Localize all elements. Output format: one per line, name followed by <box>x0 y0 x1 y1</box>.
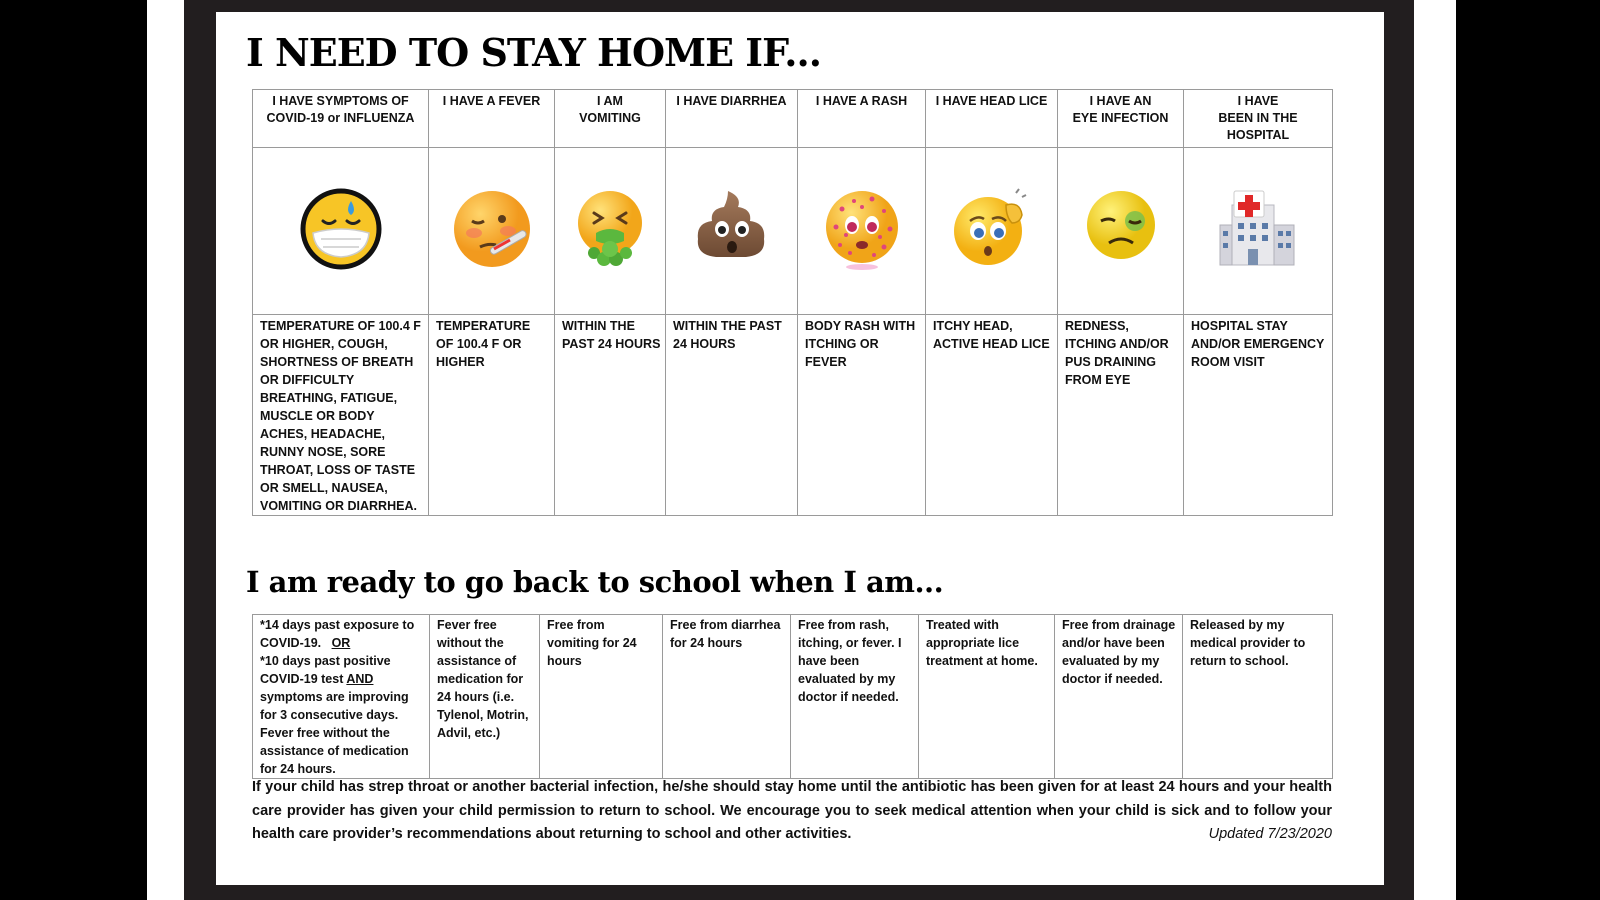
desc-eye-infection: REDNESS, ITCHING AND/OR PUS DRAINING FROM EYE <box>1058 315 1184 516</box>
condition-header-row <box>253 90 1333 148</box>
condition-icon-row <box>253 148 1333 315</box>
flyer-page <box>216 12 1384 885</box>
desc-fever: TEMPERATURE OF 100.4 F OR HIGHER <box>429 315 555 516</box>
return-to-school-table <box>252 614 1333 779</box>
desc-vomiting: WITHIN THE PAST 24 HOURS <box>555 315 666 516</box>
hospital-icon <box>1216 187 1300 271</box>
poop-icon <box>690 187 774 271</box>
return-criteria-row <box>253 615 1333 779</box>
header-covid: I HAVE SYMPTOMS OF COVID-19 or INFLUENZA <box>253 90 429 148</box>
stay-home-table <box>252 89 1333 516</box>
scratching-head-face-icon <box>950 187 1034 271</box>
eye-infection-face-icon <box>1079 187 1163 271</box>
condition-description-row <box>253 315 1333 516</box>
desc-hospital: HOSPITAL STAY AND/OR EMERGENCY ROOM VISIT <box>1184 315 1333 516</box>
right-border <box>1414 0 1456 900</box>
return-covid: *14 days past exposure to COVID-19. OR *10 days past positive COVID-19 test AND symptoms are improving for 3 consecutive days. Fever free without the assistance of medication for 24 hours. <box>253 615 430 779</box>
desc-head-lice: ITCHY HEAD, ACTIVE HEAD LICE <box>926 315 1058 516</box>
rash-face-icon <box>820 187 904 271</box>
updated-date: Updated 7/23/2020 <box>1208 826 1332 842</box>
return-fever: Fever free without the assistance of medication for 24 hours (i.e. Tylenol, Motrin, Advil, etc.) <box>430 615 540 779</box>
return-head-lice: Treated with appropriate lice treatment at home. <box>919 615 1055 779</box>
thermometer-face-icon <box>450 187 534 271</box>
strep-throat-note: If your child has strep throat or another bacterial infection, he/she should stay home until the antibiotic has been given for at least 24 hours and your health care provider has given your child permission to return to school. We encourage you to seek medical attention when your child is sick and to follow your health care provider’s recommendations about returning to school and other activities. Updated 7/23/2020 <box>252 776 1332 847</box>
header-rash: I HAVE A RASH <box>798 90 926 148</box>
header-fever: I HAVE A FEVER <box>429 90 555 148</box>
return-hospital: Released by my medical provider to return to school. <box>1183 615 1333 779</box>
page-title: I NEED TO STAY HOME IF... <box>246 30 821 75</box>
ready-title: I am ready to go back to school when I am... <box>246 565 944 599</box>
return-eye-infection: Free from drainage and/or have been evaluated by my doctor if needed. <box>1055 615 1183 779</box>
header-hospital: I HAVE BEEN IN THE HOSPITAL <box>1184 90 1333 148</box>
header-diarrhea: I HAVE DIARRHEA <box>666 90 798 148</box>
header-head-lice: I HAVE HEAD LICE <box>926 90 1058 148</box>
return-diarrhea: Free from diarrhea for 24 hours <box>663 615 791 779</box>
desc-diarrhea: WITHIN THE PAST 24 HOURS <box>666 315 798 516</box>
header-eye-infection: I HAVE AN EYE INFECTION <box>1058 90 1184 148</box>
desc-covid: TEMPERATURE OF 100.4 F OR HIGHER, COUGH, SHORTNESS OF BREATH OR DIFFICULTY BREATHING, FATIGUE, MUSCLE OR BODY ACHES, HEADACHE, RUNNY NOSE, SORE THROAT, LOSS OF TASTE OR SMELL, NAUSEA, VOMITING OR DIARRHEA. <box>253 315 429 516</box>
header-vomiting: I AM VOMITING <box>555 90 666 148</box>
return-vomiting: Free from vomiting for 24 hours <box>540 615 663 779</box>
vomiting-face-icon <box>568 187 652 271</box>
left-border <box>147 0 184 900</box>
desc-rash: BODY RASH WITH ITCHING OR FEVER <box>798 315 926 516</box>
masked-face-icon <box>299 187 383 271</box>
return-rash: Free from rash, itching, or fever. I have been evaluated by my doctor if needed. <box>791 615 919 779</box>
